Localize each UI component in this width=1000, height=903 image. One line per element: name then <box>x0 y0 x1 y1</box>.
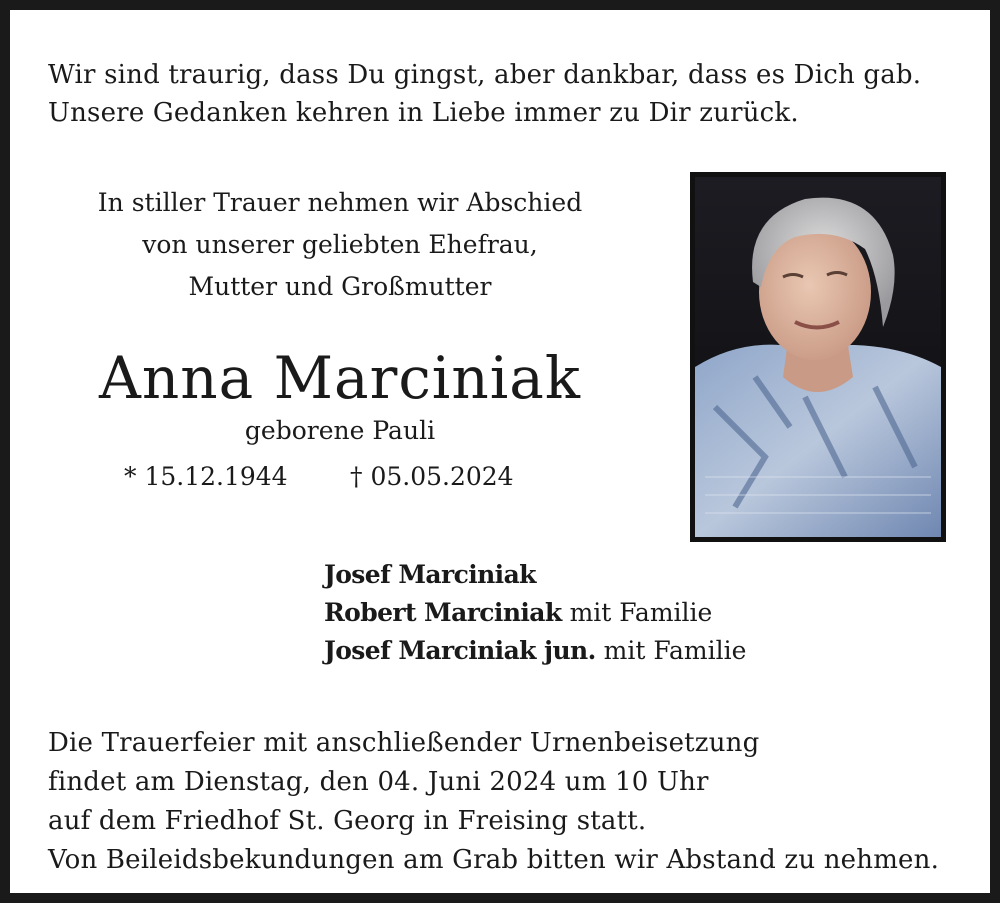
signer-name: Josef Marciniak <box>324 560 536 589</box>
life-dates <box>124 456 544 498</box>
signer-row <box>324 594 944 632</box>
service-info <box>48 724 988 880</box>
signers-list <box>324 556 944 670</box>
birth-name: geborene Pauli <box>244 416 436 445</box>
service-line-3: auf dem Friedhof St. Georg in Freising statt. <box>48 806 647 836</box>
signer-row <box>324 632 944 670</box>
portrait-photo <box>690 172 946 542</box>
signer-name: Robert Marciniak <box>324 598 562 627</box>
birth-date: * 15.12.1944 <box>124 462 288 491</box>
intro-line-3: Mutter und Großmutter <box>188 272 492 301</box>
portrait-photo-icon <box>695 177 941 537</box>
intro-text <box>40 182 640 308</box>
service-line-1: Die Trauerfeier mit anschließender Urnenbeisetzung <box>48 728 760 758</box>
death-date: † 05.05.2024 <box>350 462 514 491</box>
deceased-name: Anna Marciniak <box>99 344 581 412</box>
signer-suffix: mit Familie <box>595 636 747 665</box>
intro-line-1: In stiller Trauer nehmen wir Abschied <box>97 188 583 217</box>
motto <box>48 56 978 132</box>
signer-name: Josef Marciniak jun. <box>324 636 596 665</box>
intro-line-2: von unserer geliebten Ehefrau, <box>142 230 538 259</box>
motto-line-2: Unsere Gedanken kehren in Liebe immer zu Dir zurück. <box>48 98 799 128</box>
motto-line-1: Wir sind traurig, dass Du gingst, aber dankbar, dass es Dich gab. <box>48 60 922 90</box>
service-line-2: findet am Dienstag, den 04. Juni 2024 um 10 Uhr <box>48 767 709 797</box>
signer-row <box>324 556 944 594</box>
signer-suffix: mit Familie <box>561 598 713 627</box>
service-line-4: Von Beileidsbekundungen am Grab bitten wir Abstand zu nehmen. <box>48 845 940 875</box>
